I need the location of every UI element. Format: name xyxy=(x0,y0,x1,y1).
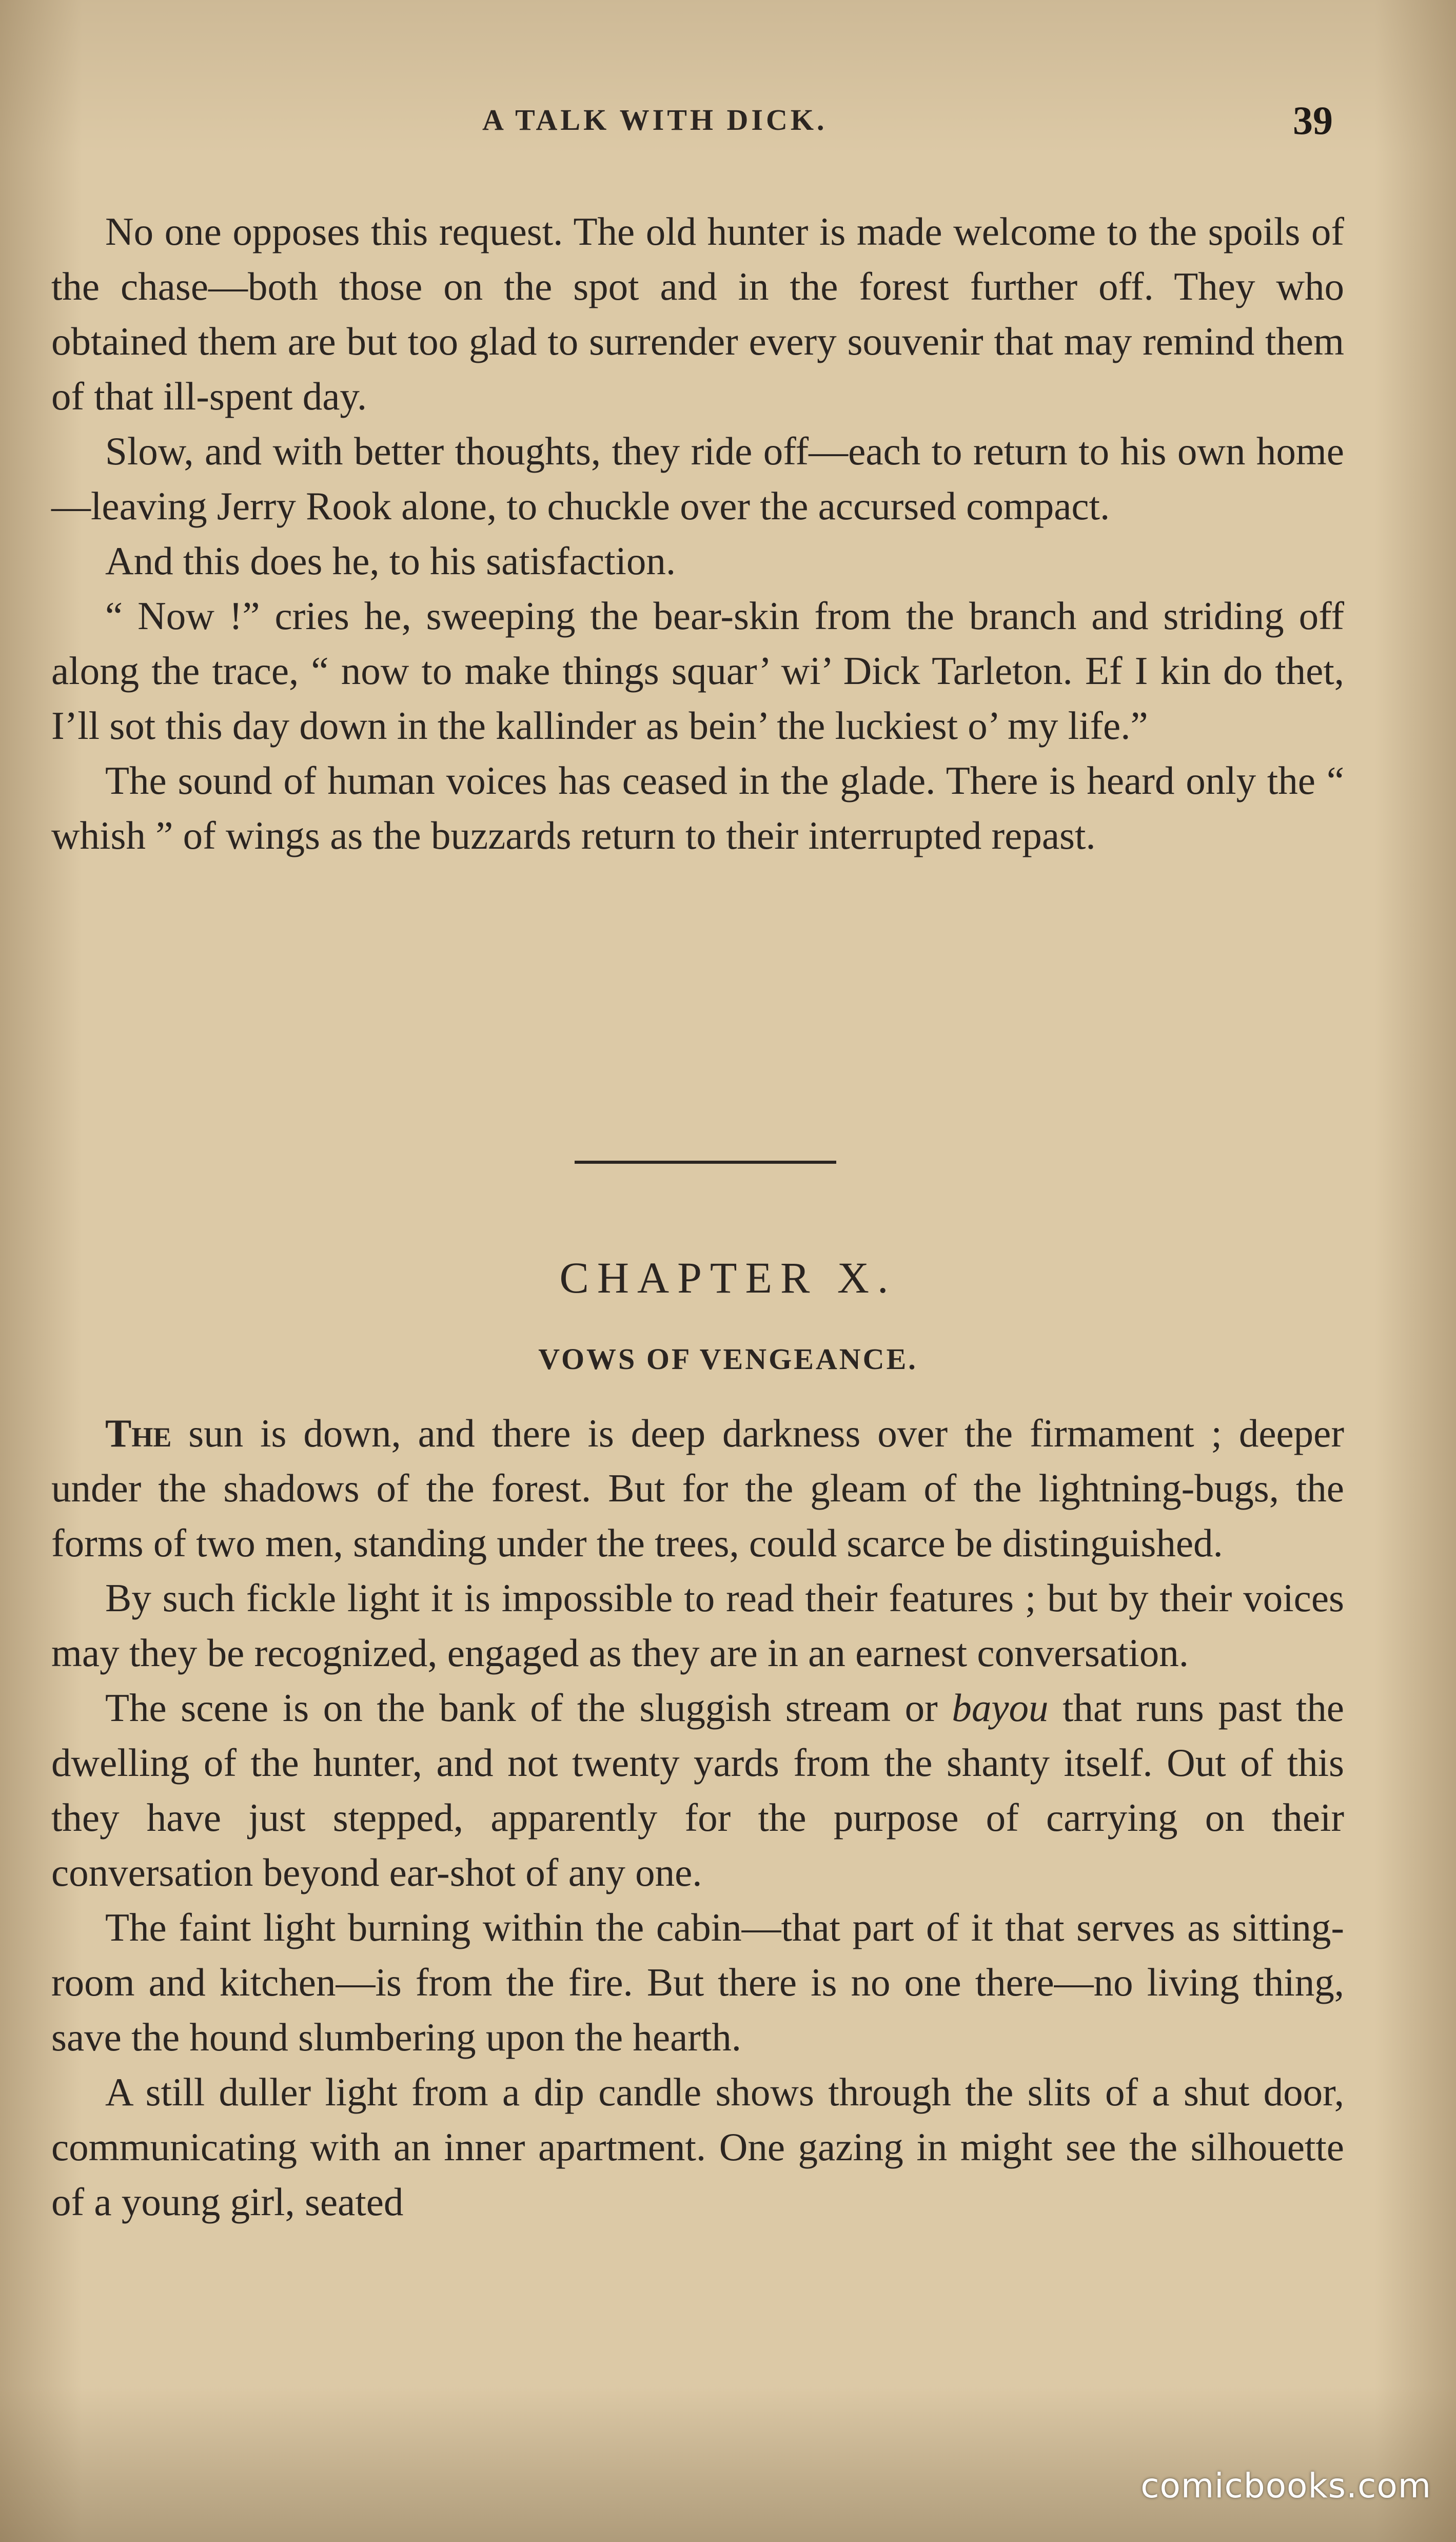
watermark-text: comicbooks.com xyxy=(1140,2466,1431,2506)
italic-term: bayou xyxy=(952,1686,1049,1730)
paragraph: A still duller light from a dip candle shows through the slits of a shut door, communicating with an inner apartment. One gazing in might see the silhouette of a young girl, seated xyxy=(51,2070,1344,2224)
chapter-title: CHAPTER X. xyxy=(559,1253,897,1302)
paragraph: Slow, and with better thoughts, they ride off—each to return to his own home—leaving Jerry Rook alone, to chuckle over the accursed compact. xyxy=(51,429,1344,528)
paragraph-text: sun is down, and there is deep darkness over the firmament ; deeper under the shadows of the forest. But for the gleam of the lightning-bugs, the forms of two men, standing under the trees, could scarce be distinguished. xyxy=(51,1411,1344,1565)
paragraph-text: The scene is on the bank of the sluggish stream or xyxy=(105,1686,952,1730)
paragraph xyxy=(51,1680,1344,1900)
paragraph: And this does he, to his satisfaction. xyxy=(105,539,676,583)
paragraph: By such fickle light it is impossible to read their features ; but by their voices may they be recognized, engaged as they are in an earnest conversation. xyxy=(51,1576,1344,1675)
paragraph: The faint light burning within the cabin—that part of it that serves as sitting-room and kitchen—is from the fire. But there is no one there—no living thing, save the hound slumbering upon the hearth. xyxy=(51,1905,1344,2059)
chapter-subtitle: VOWS OF VENGEANCE. xyxy=(538,1342,918,1376)
top-text-block xyxy=(51,204,1344,863)
section-divider-rule xyxy=(575,1161,836,1164)
paragraph: No one opposes this request. The old hunter is made welcome to the spoils of the chase—both those on the spot and in the forest further off. They who obtained them are but too glad to surrender every souvenir that may remind them of that ill-spent day. xyxy=(51,209,1344,418)
running-head xyxy=(0,97,1456,144)
paragraph xyxy=(51,1406,1344,1571)
paragraph-text: that runs past the dwelling of the hunter, and not twenty yards from the shanty itself. Out of this they have just stepped, apparently for the purpose of carrying on their conversation beyond ear-shot of any one. xyxy=(51,1686,1344,1894)
chapter-opening-word: The xyxy=(105,1411,172,1455)
paragraph: “ Now !” cries he, sweeping the bear-skin from the branch and striding off along the trace, “ now to make things squar’ wi’ Dick Tarleton. Ef I kin do thet, I’ll sot this day down in the kallinder as bein’ the luckiest o’ my life.” xyxy=(51,594,1344,748)
running-title: A TALK WITH DICK. xyxy=(482,103,828,136)
page-number: 39 xyxy=(1293,98,1333,143)
paragraph: The sound of human voices has ceased in the glade. There is heard only the “ whish ” of wings as the buzzards return to their interrupted repast. xyxy=(51,758,1344,857)
chapter-text-block xyxy=(51,1406,1344,2230)
